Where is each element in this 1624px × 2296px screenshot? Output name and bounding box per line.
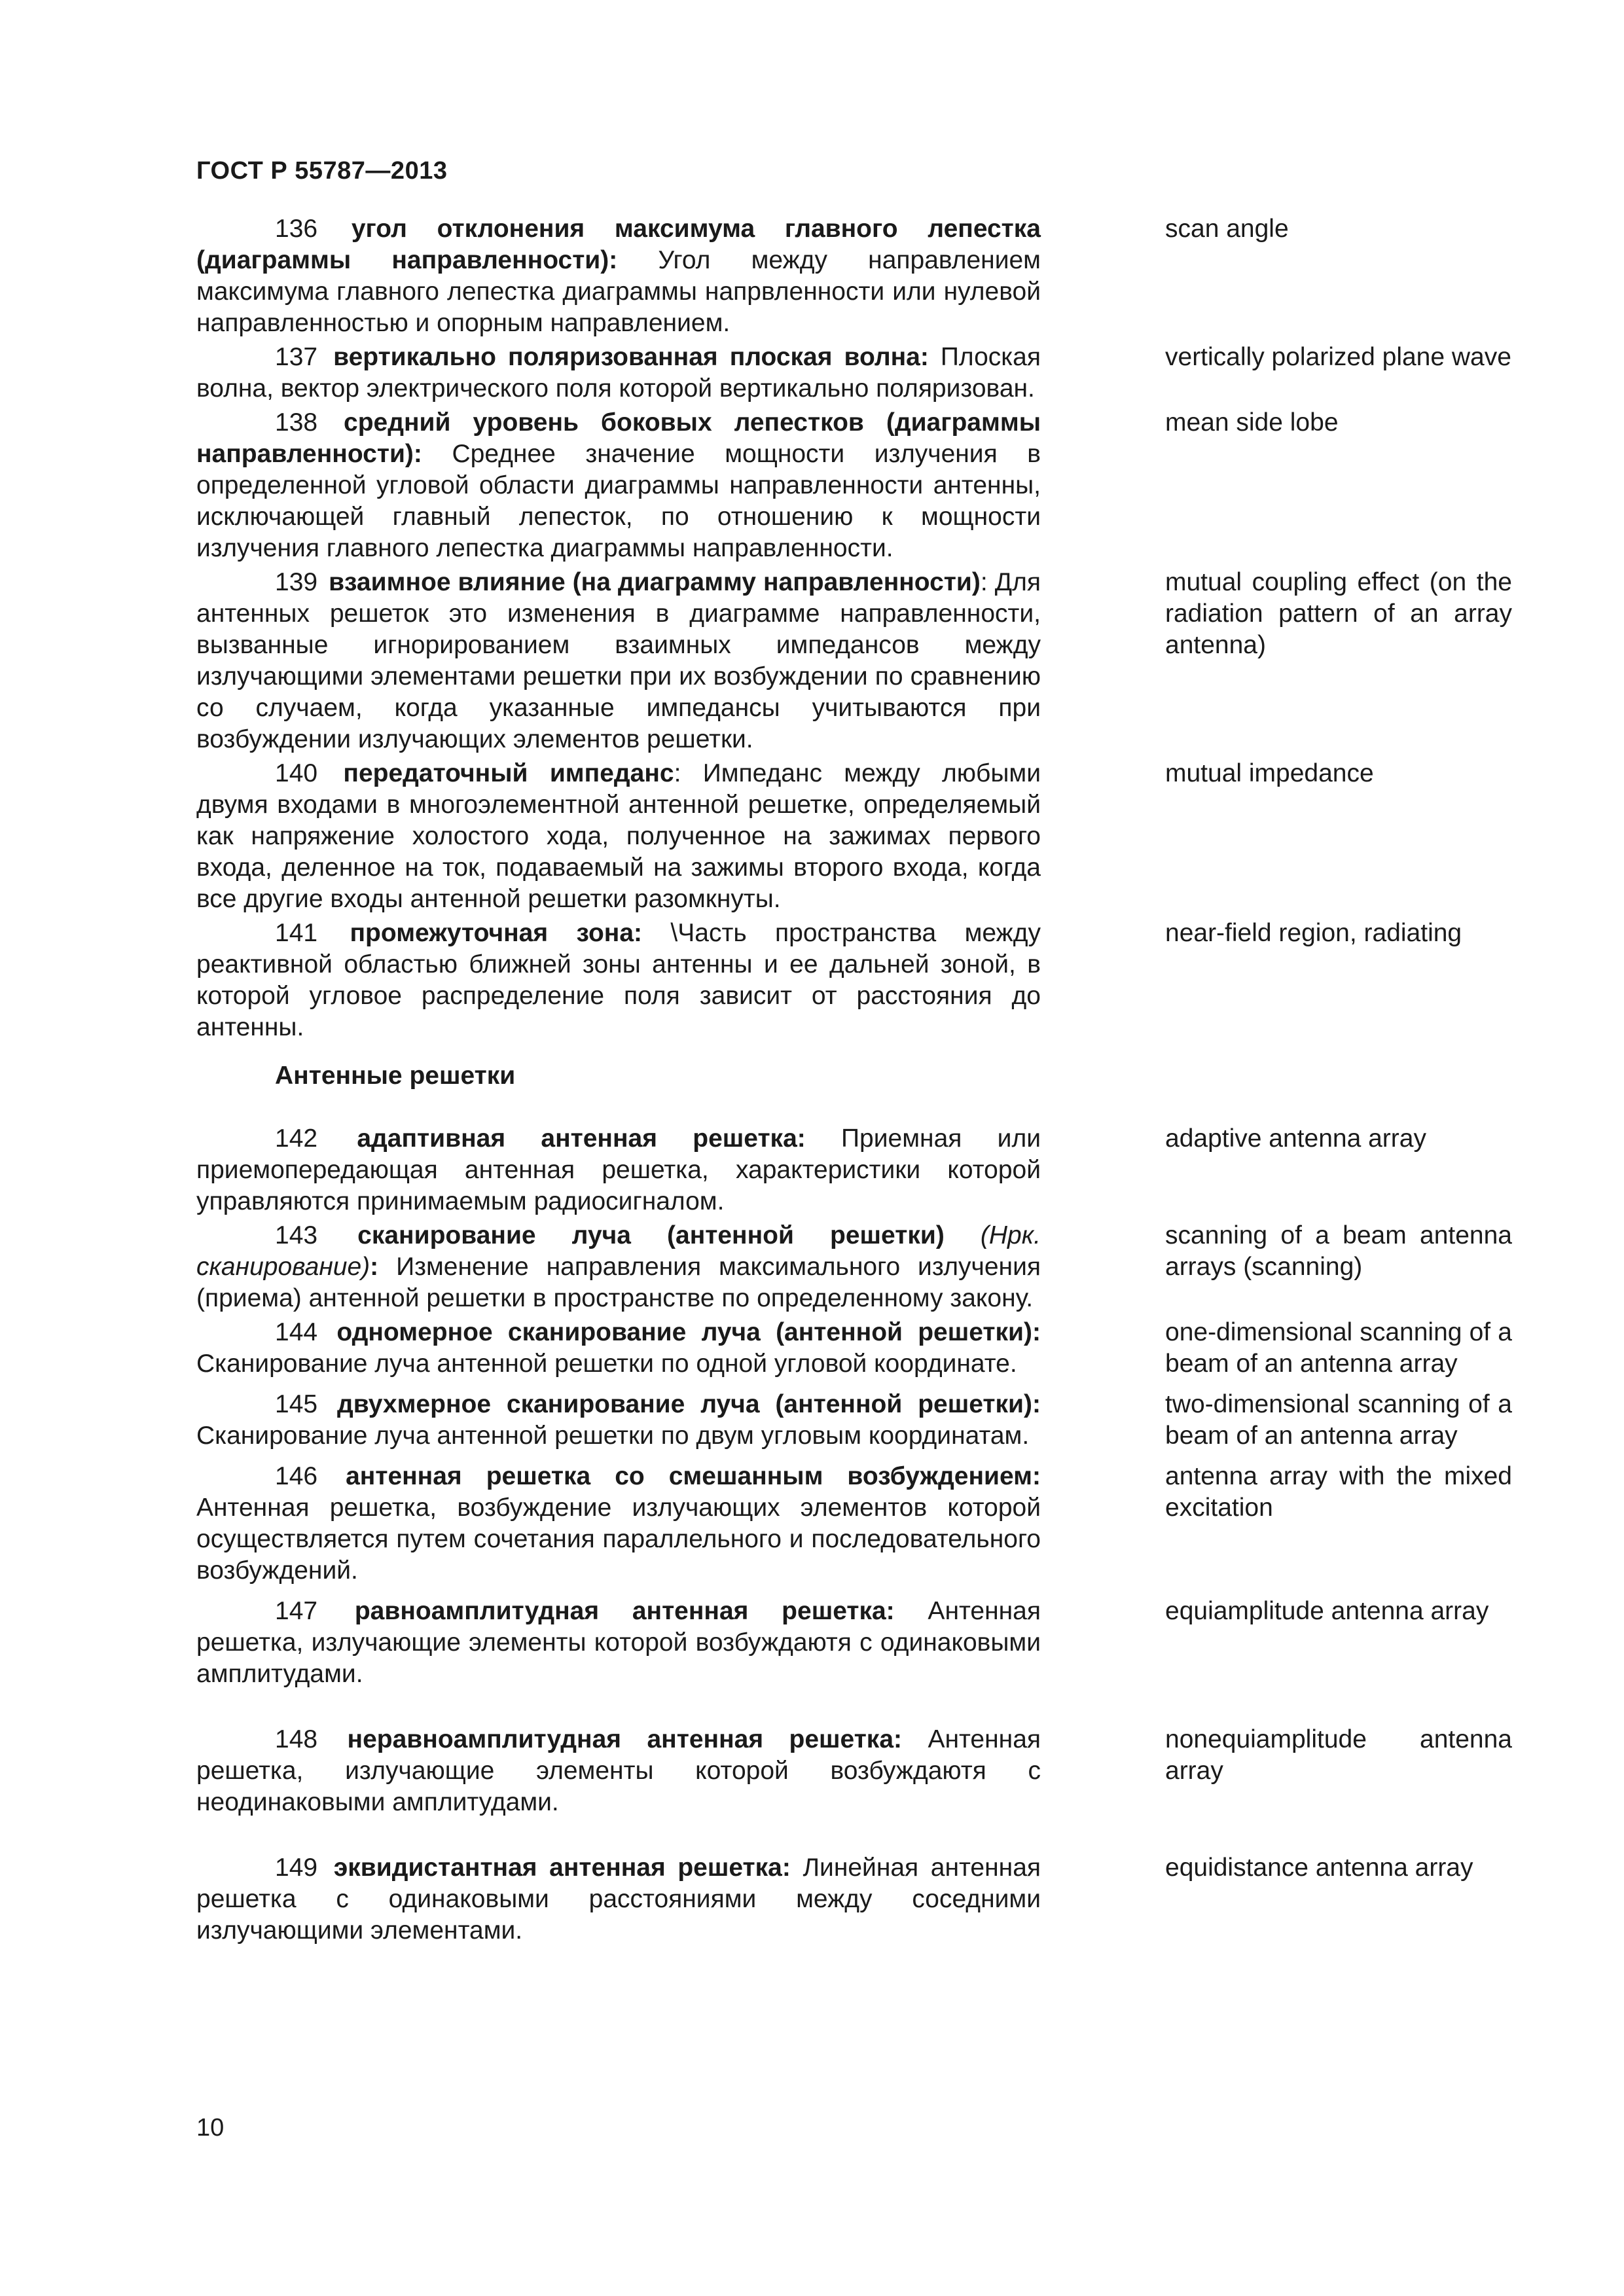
term-definition-ru [196,1724,1041,1818]
term-number: 139 [275,568,318,596]
term-english: scan angle [1165,215,1289,243]
term-name: промежуточная зона: [350,919,643,947]
term-entry-140 [196,758,1512,915]
term-number: 146 [275,1462,318,1490]
term-definition-text: Сканирование луча антенной решетки по двум угловым координатам. [196,1422,1030,1450]
term-definition-text: Антенная решетка, излучающие элементы которой возбуждаютя с неодинаковыми амплитудами. [196,1725,1041,1816]
term-english: vertically polarized plane wave [1165,343,1511,371]
term-definition-ru [196,758,1041,915]
term-english: near-field region, radiating [1165,919,1462,947]
term-english: antenna array with the mixed excitation [1165,1462,1512,1522]
term-entry-138 [196,407,1512,564]
term-name: антенная решетка со смешанным возбуждением: [346,1462,1041,1490]
term-number: 136 [275,215,318,243]
term-name: двухмерное сканирование луча (антенной решетки): [336,1390,1041,1418]
term-definition-ru [196,1220,1041,1314]
term-english: two-dimensional scanning of a beam of an antenna array [1165,1390,1512,1450]
term-name: взаимное влияние (на диаграмму направленности) [329,568,981,596]
term-number: 141 [275,919,318,947]
term-english: mutual coupling effect (on the radiation pattern of an array antenna) [1165,568,1512,659]
term-english: adaptive antenna array [1165,1124,1426,1153]
term-definition-text: Среднее значение мощности излучения в определенной угловой области диаграммы направленности антенны, исключающей главный лепесток, по отношению к мощности излучения главного лепестка диаграммы направленности. [196,440,1041,562]
term-definition-ru [196,918,1041,1043]
term-number: 145 [275,1390,318,1418]
section-title: Антенные решетки [275,1062,516,1090]
term-name: средний уровень боковых лепестков (диаграммы направленности): [196,408,1041,468]
term-entry-144 [196,1317,1512,1380]
term-definition-text: \Часть пространства между реактивной областью ближней зоны антенны и ее дальней зоной, в которой угловое распределение поля зависит от расстояния до антенны. [196,919,1041,1041]
term-definition-text: Плоская волна, вектор электрического поля которой вертикально поляризован. [196,343,1041,403]
term-definition-text: Угол между направлением максимума главного лепестка диаграммы напрвленности или нулевой направленностью и опорным направлением. [196,246,1041,337]
term-number: 149 [275,1854,318,1882]
term-definition-text: Приемная или приемопередающая антенная решетка, характеристики которой управляются принимаемым радиосигналом. [196,1124,1041,1215]
term-note: (Нрк. сканирование) [196,1221,1041,1281]
term-definition-ru [196,1596,1041,1690]
term-english: one-dimensional scanning of a beam of an antenna array [1165,1318,1512,1378]
term-definition-ru [196,1317,1041,1380]
term-definition-ru [196,342,1041,404]
term-entry-145 [196,1389,1512,1452]
term-definition-text: Антенная решетка, излучающие элементы которой возбуждаютя с одинаковыми амплитудами. [196,1597,1041,1688]
term-definition-ru [196,1123,1041,1217]
term-definition-ru [196,213,1041,339]
term-number: 144 [275,1318,318,1346]
term-name: одномерное сканирование луча (антенной решетки): [336,1318,1041,1346]
term-name: передаточный импеданс [343,759,674,787]
term-name: эквидистантная антенная решетка: [333,1854,791,1882]
term-definition-ru [196,1389,1041,1452]
term-english: mutual impedance [1165,759,1374,787]
term-entry-146 [196,1461,1512,1587]
term-english: scanning of a beam antenna arrays (scanning) [1165,1221,1512,1281]
term-name: сканирование луча (антенной решетки) [357,1221,945,1249]
term-definition-text: Изменение направления максимального излучения (приема) антенной решетки в пространстве по определенному закону. [196,1253,1041,1312]
term-name: угол отклонения максимума главного лепестка (диаграммы направленности): [196,215,1041,274]
term-number: 143 [275,1221,318,1249]
term-english: nonequiamplitude antenna array [1165,1725,1512,1785]
page-number: 10 [196,2114,225,2142]
term-definition-ru [196,567,1041,755]
term-entry-136 [196,213,1512,339]
term-entry-147 [196,1596,1512,1690]
term-name: неравноамплитудная антенная решетка: [347,1725,903,1753]
term-number: 142 [275,1124,318,1153]
term-entry-137 [196,342,1512,404]
term-definition-text: Антенная решетка, возбуждение излучающих элементов которой осуществляется путем сочетания параллельного и последовательного возбуждений. [196,1494,1041,1585]
term-name: вертикально поляризованная плоская волна: [333,343,929,371]
term-definition-text: Линейная антенная решетка с одинаковыми расстояниями между соседними излучающими элементами. [196,1854,1041,1945]
term-english: mean side lobe [1165,408,1339,437]
term-name: равноамплитудная антенная решетка: [354,1597,895,1625]
term-definition-ru [196,1852,1041,1946]
term-definition-ru [196,407,1041,564]
term-english: equidistance antenna array [1165,1854,1473,1882]
term-entry-141 [196,918,1512,1043]
term-entry-139 [196,567,1512,755]
term-number: 140 [275,759,318,787]
term-entry-148 [196,1724,1512,1818]
term-entry-149 [196,1852,1512,1946]
term-number: 137 [275,343,318,371]
term-number: 148 [275,1725,318,1753]
term-definition-text: Сканирование луча антенной решетки по одной угловой координате. [196,1350,1017,1378]
terms-list [196,213,1512,1946]
term-entry-143 [196,1220,1512,1314]
term-colon: : [370,1253,379,1281]
document-header: ГОСТ Р 55787—2013 [196,157,448,185]
term-number: 147 [275,1597,318,1625]
term-name: адаптивная антенная решетка: [357,1124,806,1153]
term-definition-text: : Для антенных решеток это изменения в диаграмме направленности, вызванные игнорированием взаимных импедансов между излучающими элементами решетки при их возбуждении по сравнению со случаем, когда указанные импедансы учитываются при возбуждении излучающих элементов решетки. [196,568,1041,753]
term-definition-ru [196,1461,1041,1587]
term-definition-text: : Импеданс между любыми двумя входами в многоэлементной антенной решетке, определяемый как напряжение холостого хода, полученное на зажимах первого входа, деленное на ток, подаваемый на зажимы второго входа, когда все другие входы антенной решетки разомкнуты. [196,759,1041,913]
term-english: equiamplitude antenna array [1165,1597,1489,1625]
term-entry-142 [196,1123,1512,1217]
term-number: 138 [275,408,318,437]
